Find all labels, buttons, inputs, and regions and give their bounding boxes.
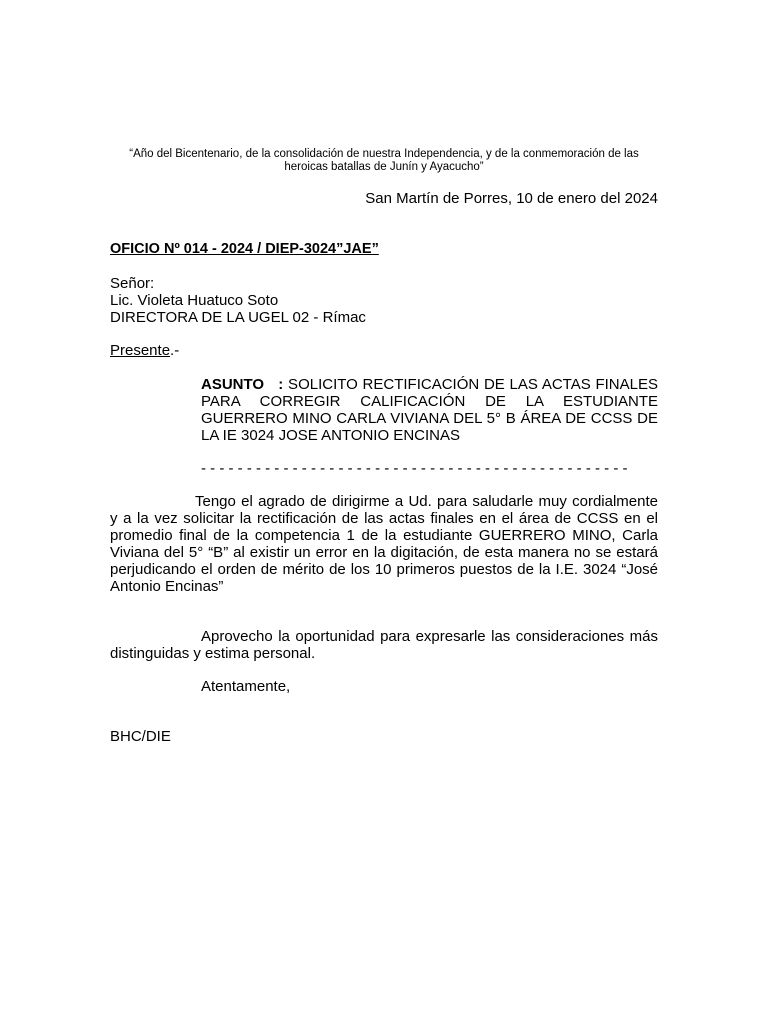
- presente-suffix: .-: [170, 342, 180, 359]
- year-motto: “Año del Bicentenario, de la consolidación de nuestra Independencia, y de la conmemoración de las heroicas batallas de Junín y Ayacucho”: [129, 148, 639, 173]
- oficio-number: OFICIO Nº 014 - 2024 / DIEP-3024”JAE”: [110, 241, 379, 257]
- recipient-salutation: Señor:: [110, 275, 155, 292]
- asunto-label: ASUNTO :: [201, 376, 284, 393]
- body-paragraph: Tengo el agrado de dirigirme a Ud. para saludarle muy cordialmente y a la vez solicitar la rectificación de las actas finales en el área de CCSS en el promedio final de la competencia 1 de la estudiante GUERRERO MINO, Carla Viviana del 5° “B” al existir un error en la digitación, de esta manera no se estará perjudicando el orden de mérito de los 10 primeros puestos de la I.E. 3024 “José Antonio Encinas”: [110, 493, 658, 595]
- document-date: San Martín de Porres, 10 de enero del 2024: [365, 190, 658, 207]
- recipient-block: [110, 275, 366, 326]
- asunto-block: [201, 376, 658, 444]
- reference-initials: BHC/DIE: [110, 728, 171, 745]
- asunto-text: SOLICITO RECTIFICACIÓN DE LAS ACTAS FINALES PARA CORREGIR CALIFICACIÓN DE LA ESTUDIANTE GUERRERO MINO CARLA VIVIANA DEL 5° B ÁREA DE CCSS DE LA IE 3024 JOSE ANTONIO ENCINAS: [201, 376, 658, 444]
- closing-paragraph: Aprovecho la oportunidad para expresarle las consideraciones más distinguidas y estima personal.: [110, 628, 658, 662]
- presente-word: Presente: [110, 342, 171, 359]
- presente-line: [110, 342, 179, 359]
- separator-line: - - - - - - - - - - - - - - - - - - - - - - - - - - - - - - - - - - - - - - - - - - - - - - -: [201, 460, 628, 477]
- recipient-name: Lic. Violeta Huatuco Soto: [110, 292, 279, 309]
- recipient-position: DIRECTORA DE LA UGEL 02 - Rímac: [110, 309, 366, 326]
- farewell: Atentamente,: [201, 678, 291, 695]
